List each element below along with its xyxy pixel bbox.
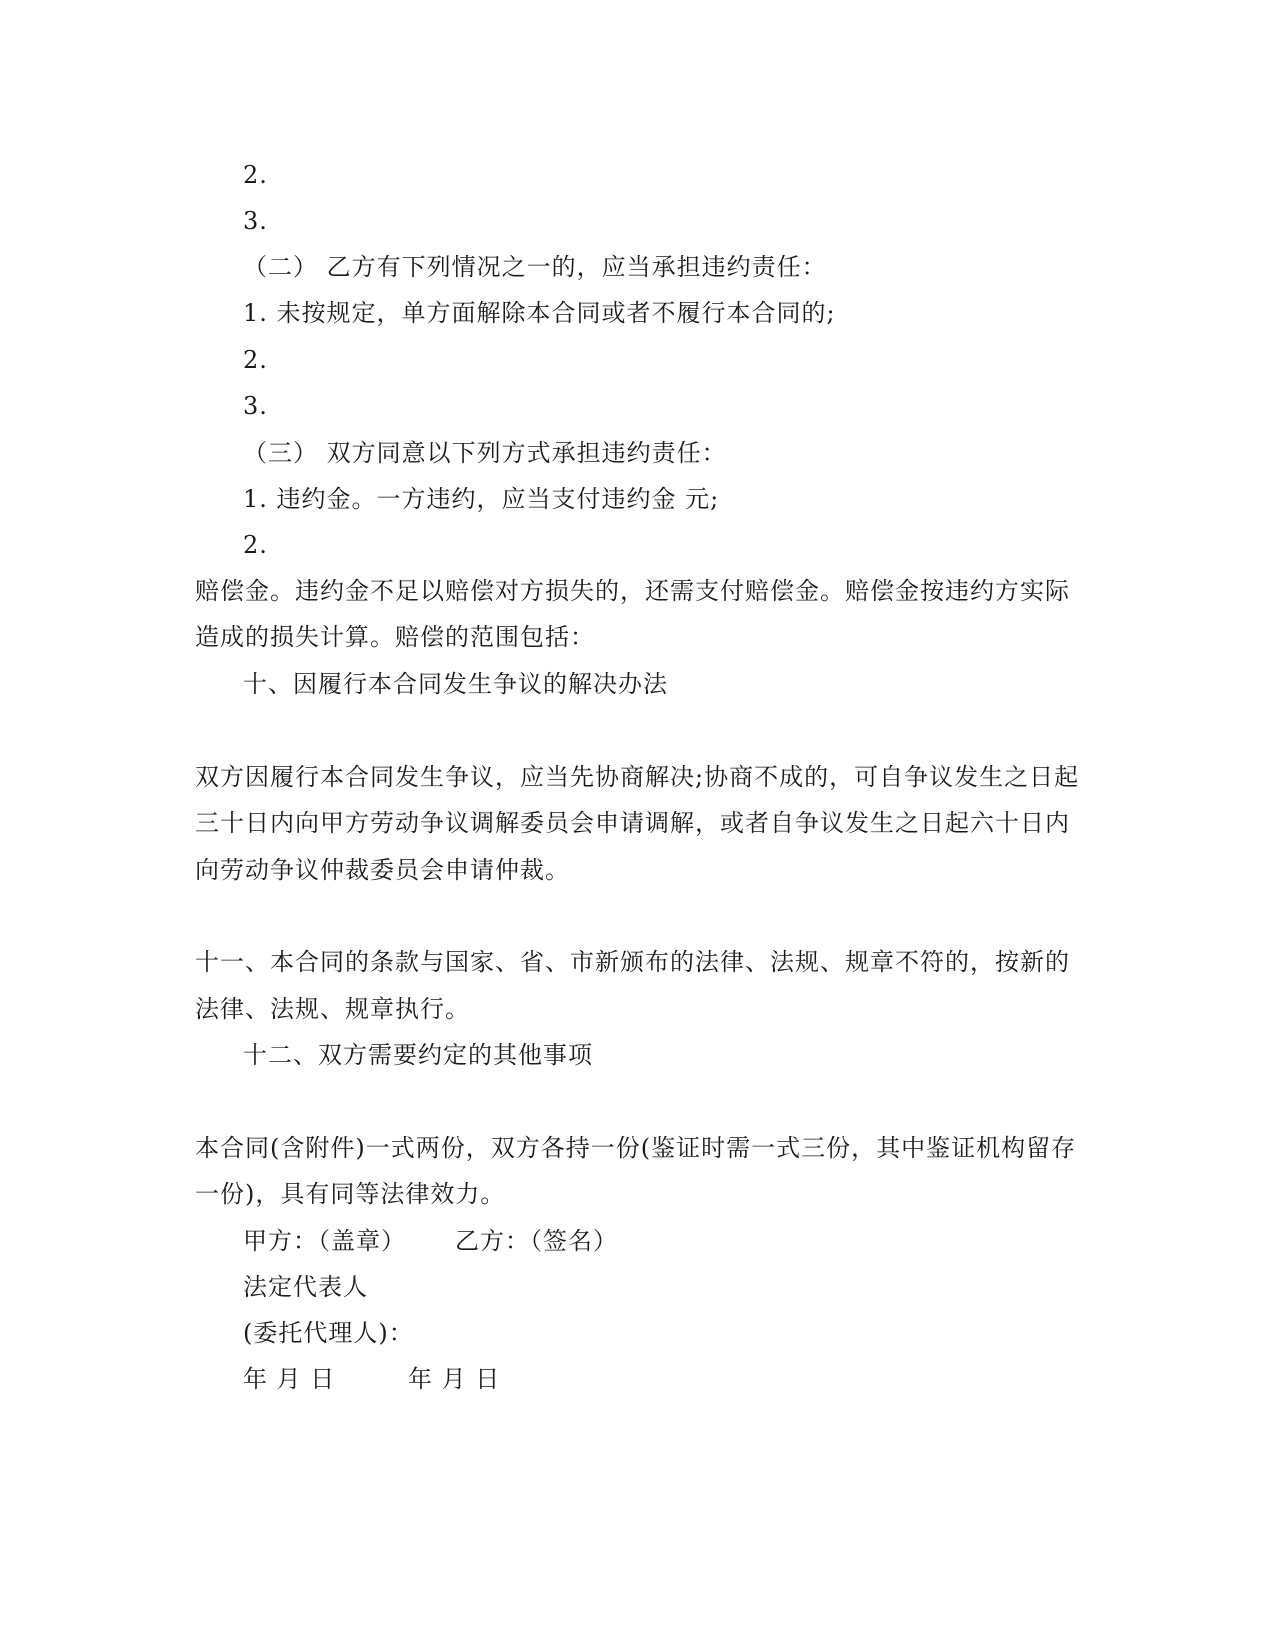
- party-a-seal: 甲方：（盖章）: [243, 1227, 406, 1255]
- date-party-a: 年 月 日: [243, 1365, 336, 1393]
- legal-representative: 法定代表人: [243, 1273, 368, 1301]
- section-c-heading: （三） 双方同意以下列方式承担违约责任：: [243, 439, 727, 467]
- clause-12-heading: 十二、双方需要约定的其他事项: [243, 1041, 593, 1069]
- clause-10-text-2: 三十日内向甲方劳动争议调解委员会申请调解，或者自争议发生之日起六十日内: [195, 809, 1070, 837]
- clause-10-text-1: 双方因履行本合同发生争议，应当先协商解决;协商不成的，可自争议发生之日起: [195, 763, 1080, 791]
- item-b-1: 1. 未按规定，单方面解除本合同或者不履行本合同的;: [243, 299, 836, 327]
- authorized-agent: (委托代理人)：: [243, 1319, 414, 1347]
- clause-10-text-3: 向劳动争议仲裁委员会申请仲裁。: [195, 856, 570, 884]
- copies-text-1: 本合同(含附件)一式两份，双方各持一份(鉴证时需一式三份，其中鉴证机构留存: [195, 1134, 1077, 1162]
- compensation-text: 赔偿金。违约金不足以赔偿对方损失的，还需支付赔偿金。赔偿金按违约方实际: [195, 577, 1070, 605]
- item-c-2: 2.: [243, 531, 268, 559]
- item-c-1: 1. 违约金。一方违约，应当支付违约金 元;: [243, 485, 720, 513]
- date-party-b: 年 月 日: [408, 1365, 501, 1393]
- section-b-heading: （二） 乙方有下列情况之一的，应当承担违约责任：: [243, 253, 827, 281]
- copies-text-2: 一份)，具有同等法律效力。: [195, 1180, 506, 1208]
- clause-11-text-2: 法律、法规、规章执行。: [195, 995, 470, 1023]
- compensation-text-cont: 造成的损失计算。赔偿的范围包括：: [195, 623, 595, 651]
- clause-11-text-1: 十一、本合同的条款与国家、省、市新颁布的法律、法规、规章不符的，按新的: [195, 948, 1070, 976]
- item-a-2: 2.: [243, 161, 268, 189]
- party-b-signature: 乙方：（签名）: [455, 1227, 618, 1255]
- item-b-3: 3.: [243, 392, 268, 420]
- clause-10-heading: 十、因履行本合同发生争议的解决办法: [243, 670, 668, 698]
- item-a-3: 3.: [243, 207, 268, 235]
- item-b-2: 2.: [243, 346, 268, 374]
